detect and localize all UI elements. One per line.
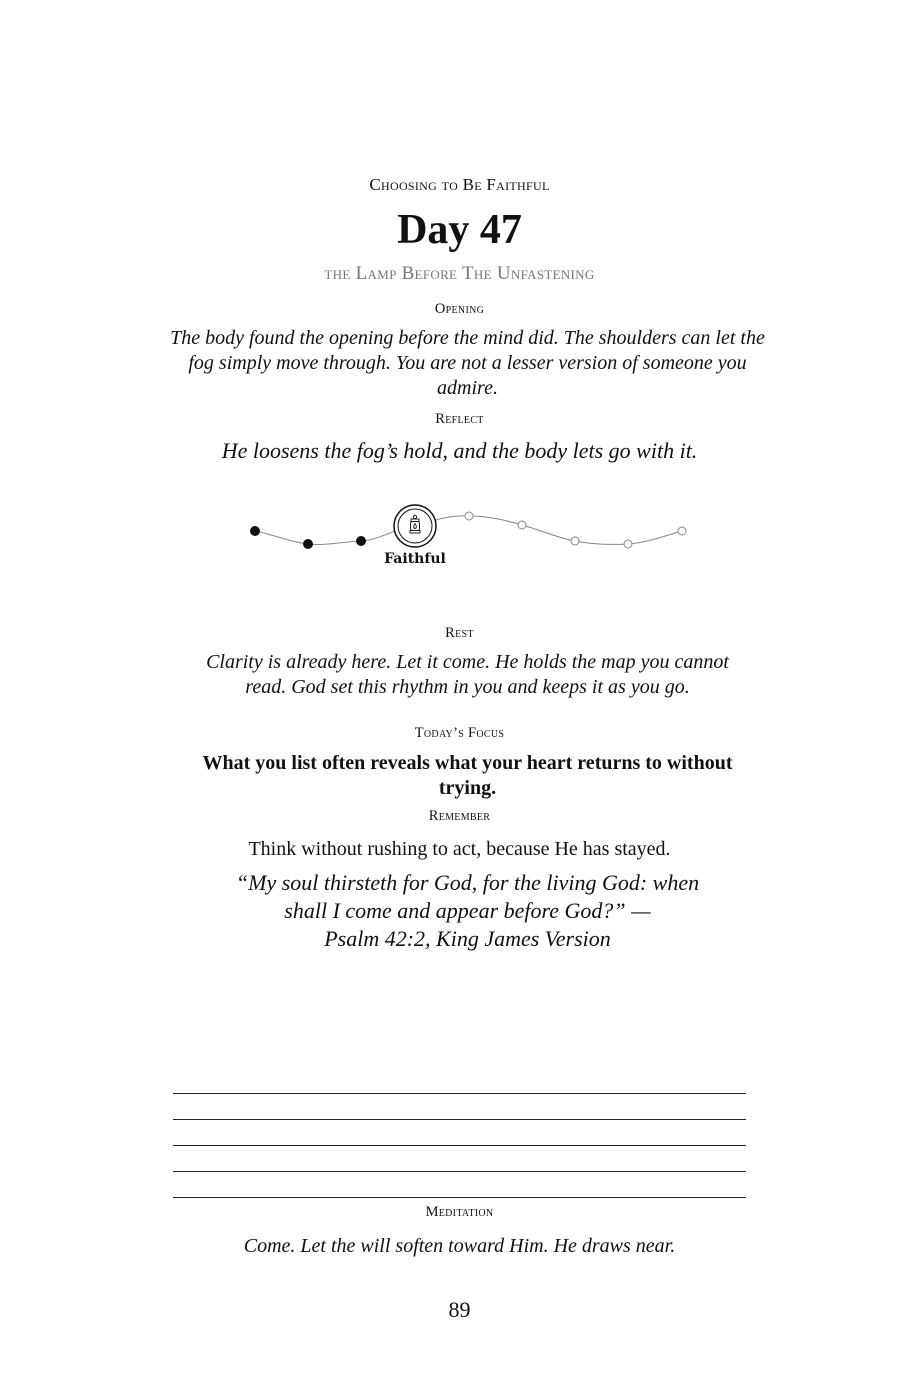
rest-text: Clarity is already here. Let it come. He holds the map you cannot read. God set this rhythm in you and keeps it as you go. <box>206 651 729 698</box>
upcoming-step-dot <box>624 540 632 548</box>
reflect-label: Reflect <box>435 411 484 427</box>
upcoming-step-dot <box>571 537 579 545</box>
journal-line[interactable] <box>173 1093 746 1094</box>
focus-label: Today’s Focus <box>414 725 505 741</box>
opening-label: Opening <box>434 301 485 317</box>
journal-line[interactable] <box>173 1119 746 1120</box>
meditation-text: Come. Let the will soften toward Him. He draws near. <box>243 1235 676 1257</box>
completed-step-dot <box>304 540 313 549</box>
current-step-label: Faithful <box>384 551 446 567</box>
remember-label: Remember <box>428 808 491 824</box>
focus-text: What you list often reveals what your heart returns to without trying. <box>202 752 733 799</box>
completed-step-dot <box>251 527 260 536</box>
journey-progress <box>240 500 700 580</box>
journal-line[interactable] <box>173 1171 746 1172</box>
journal-line[interactable] <box>173 1145 746 1146</box>
reflect-text: He loosens the fog’s hold, and the body lets go with it. <box>221 438 698 463</box>
verse-line: “My soul thirsteth for God, for the living God: when <box>235 870 700 895</box>
verse-line: shall I come and appear before God?” — <box>284 898 651 923</box>
upcoming-step-dot <box>465 512 473 520</box>
verse-reference: Psalm 42:2, King James Version <box>324 926 611 951</box>
completed-step-dot <box>357 537 366 546</box>
day-subtitle: the Lamp Before The Unfastening <box>324 263 595 284</box>
upcoming-step-dot <box>518 521 526 529</box>
journal-line[interactable] <box>173 1197 746 1198</box>
opening-text: The body found the opening before the mind did. The shoulders can let the fog simply move through. You are not a lesser version of someone you admire. <box>170 327 765 399</box>
remember-text: Think without rushing to act, because He has stayed. <box>248 838 671 860</box>
scripture-verse <box>215 869 720 953</box>
page-number: 89 <box>448 1297 471 1322</box>
series-title: Choosing to Be Faithful <box>369 175 550 194</box>
rest-label: Rest <box>445 625 474 641</box>
day-title: Day 47 <box>397 207 522 253</box>
meditation-label: Meditation <box>425 1204 494 1220</box>
current-step-node <box>394 505 436 547</box>
upcoming-step-dot <box>678 527 686 535</box>
